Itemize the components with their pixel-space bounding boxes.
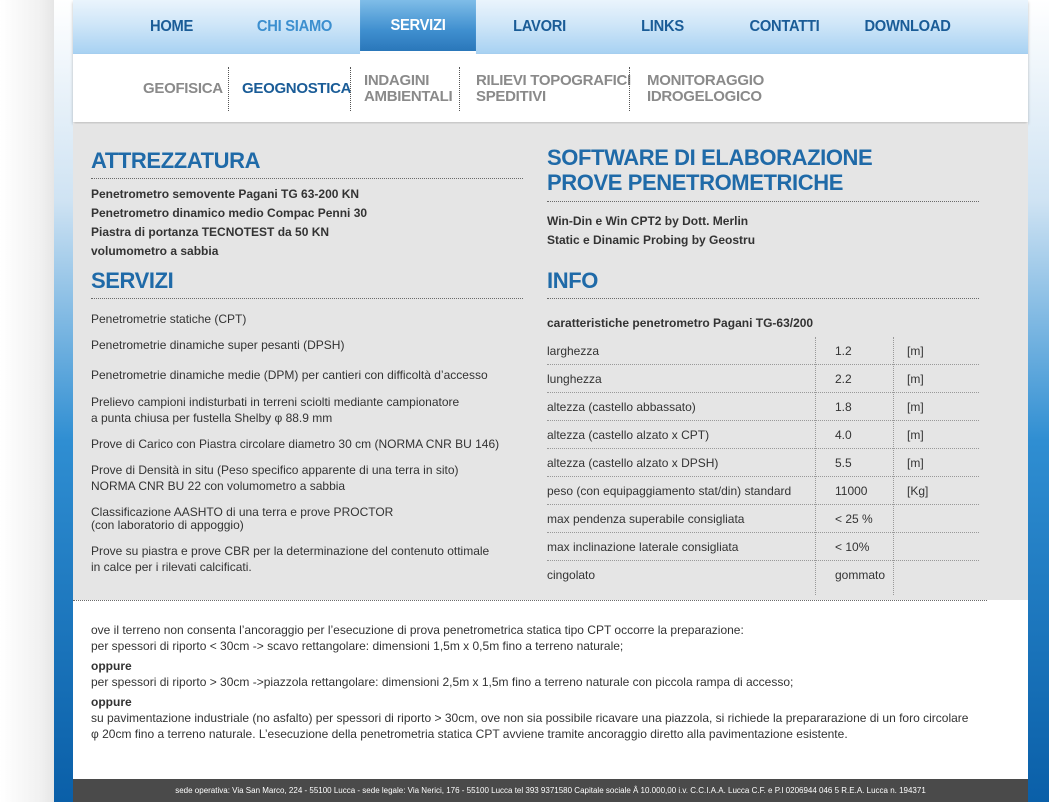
divider bbox=[91, 178, 523, 179]
note-oppure: oppure bbox=[91, 659, 132, 673]
sub-nav bbox=[73, 54, 1028, 122]
servizi-item: Prove di Densità in situ (Peso specifico apparente di una terra in sito) bbox=[91, 463, 459, 477]
nav-download[interactable]: DOWNLOAD bbox=[864, 18, 951, 35]
spec-label: peso (con equipaggiamento stat/din) standard bbox=[547, 484, 792, 498]
servizi-item: (con laboratorio di appoggio) bbox=[91, 518, 244, 532]
servizi-item: a punta chiusa per fustella Shelby φ 88.9 mm bbox=[91, 411, 333, 425]
spec-value: 5.5 bbox=[835, 456, 852, 470]
subnav-monitoraggio[interactable] bbox=[647, 68, 764, 110]
servizi-item: Penetrometrie dinamiche medie (DPM) per cantieri con difficoltà d’accesso bbox=[91, 368, 488, 382]
page-container bbox=[73, 0, 1028, 802]
spec-unit: [m] bbox=[907, 400, 924, 414]
software-item: Win-Din e Win CPT2 by Dott. Merlin bbox=[547, 214, 749, 228]
subnav-monitoraggio-line-1: MONITORAGGIO bbox=[647, 72, 764, 89]
spec-value: 11000 bbox=[835, 484, 868, 498]
divider bbox=[547, 298, 979, 299]
divider bbox=[73, 600, 987, 601]
left-side-panel bbox=[54, 0, 73, 802]
nav-home[interactable]: HOME bbox=[149, 18, 194, 35]
spec-value: 4.0 bbox=[835, 428, 852, 442]
table-row bbox=[547, 533, 979, 561]
servizi-item: in calce per i rilevati calcificati. bbox=[91, 560, 252, 574]
subnav-geofisica[interactable]: GEOFISICA bbox=[143, 80, 223, 97]
subnav-geognostica[interactable]: GEOGNOSTICA bbox=[242, 80, 352, 97]
spec-value: < 10% bbox=[835, 540, 870, 554]
table-row bbox=[547, 365, 979, 393]
nav-chi-siamo[interactable]: CHI SIAMO bbox=[256, 18, 333, 35]
servizi-item: Prove di Carico con Piastra circolare diametro 30 cm (NORMA CNR BU 146) bbox=[91, 437, 500, 451]
spec-unit: [m] bbox=[907, 372, 924, 386]
table-row bbox=[547, 337, 979, 365]
attrezzatura-item: volumometro a sabbia bbox=[91, 244, 219, 258]
note-line: per spessori di riporto > 30cm ->piazzola rettangolare: dimensioni 2,5m x 1,5m fino a terreno naturale con piccola rampa di accesso; bbox=[91, 675, 794, 689]
spec-label: altezza (castello abbassato) bbox=[547, 400, 696, 414]
subnav-indagini-line-2: AMBIENTALI bbox=[364, 88, 453, 105]
subnav-indagini-ambientali[interactable] bbox=[364, 68, 452, 110]
note-oppure: oppure bbox=[91, 695, 132, 709]
spec-value: 1.8 bbox=[835, 400, 852, 414]
software-title-line-2: PROVE PENETROMETRICHE bbox=[547, 170, 843, 195]
footer bbox=[73, 779, 1028, 802]
spec-label: cingolato bbox=[547, 568, 596, 582]
subnav-separator bbox=[350, 67, 351, 111]
nav-contatti[interactable]: CONTATTI bbox=[749, 18, 820, 35]
spec-value: 1.2 bbox=[835, 344, 852, 358]
spec-unit: [Kg] bbox=[907, 484, 929, 498]
spec-value: 2.2 bbox=[835, 372, 852, 386]
subnav-rilievi-line-2: SPEDITIVI bbox=[476, 88, 546, 105]
spec-label: max pendenza superabile consigliata bbox=[547, 512, 745, 526]
note-line: φ 20cm fino a terreno naturale. L’esecuzione della penetrometria statica CPT avviene tramite ancoraggio diretto alla pavimentazione esistente. bbox=[91, 727, 848, 741]
servizi-item: Prelievo campioni indisturbati in terreni sciolti mediante campionatore bbox=[91, 395, 460, 409]
spec-value: < 25 % bbox=[835, 512, 873, 526]
servizi-item: Prove su piastra e prove CBR per la determinazione del contenuto ottimale bbox=[91, 544, 490, 558]
spec-unit: [m] bbox=[907, 428, 924, 442]
table-row bbox=[547, 393, 979, 421]
attrezzatura-item: Penetrometro semovente Pagani TG 63-200 KN bbox=[91, 187, 360, 201]
info-title: INFO bbox=[547, 268, 598, 293]
subnav-rilievi-line-1: RILIEVI TOPOGRAFICI bbox=[476, 72, 631, 89]
note-line: per spessori di riporto < 30cm -> scavo rettangolare: dimensioni 1,5m x 0,5m fino a terreno naturale; bbox=[91, 639, 624, 653]
table-row bbox=[547, 421, 979, 449]
spec-unit: [m] bbox=[907, 344, 924, 358]
software-title-line-1: SOFTWARE DI ELABORAZIONE bbox=[547, 145, 873, 170]
attrezzatura-item: Penetrometro dinamico medio Compac Penni 30 bbox=[91, 206, 368, 220]
divider bbox=[547, 201, 979, 202]
info-subtitle: caratteristiche penetrometro Pagani TG-63/200 bbox=[547, 316, 814, 330]
subnav-monitoraggio-line-2: IDROGELOGICO bbox=[647, 88, 762, 105]
servizi-item: Penetrometrie dinamiche super pesanti (DPSH) bbox=[91, 338, 345, 352]
note-line: ove il terreno non consenta l’ancoraggio per l’esecuzione di prova penetrometrica statica tipo CPT occorre la preparazione: bbox=[91, 623, 744, 637]
nav-lavori[interactable]: LAVORI bbox=[513, 18, 566, 35]
subnav-indagini-line-1: INDAGINI bbox=[364, 72, 430, 89]
software-item: Static e Dinamic Probing by Geostru bbox=[547, 233, 756, 247]
main-nav bbox=[73, 0, 1028, 54]
table-row bbox=[547, 477, 979, 505]
table-row bbox=[547, 505, 979, 533]
software-title bbox=[547, 145, 872, 195]
nav-servizi[interactable]: SERVIZI bbox=[360, 0, 476, 54]
attrezzatura-title: ATTREZZATURA bbox=[91, 148, 261, 173]
servizi-item: NORMA CNR BU 22 con volumometro a sabbia bbox=[91, 479, 346, 493]
content-area bbox=[73, 124, 1028, 600]
subnav-separator bbox=[629, 67, 630, 111]
subnav-separator bbox=[459, 67, 460, 111]
servizi-item: Classificazione AASHTO di una terra e prove PROCTOR bbox=[91, 505, 394, 519]
spec-label: max inclinazione laterale consigliata bbox=[547, 540, 739, 554]
subnav-rilievi-topografici[interactable] bbox=[476, 68, 631, 110]
note-line: su pavimentazione industriale (no asfalto) per spessori di riporto > 30cm, ove non sia possibile ricavare una piazzola, si richiede la prepararazione di un foro circolare bbox=[91, 711, 969, 725]
attrezzatura-item: Piastra di portanza TECNOTEST da 50 KN bbox=[91, 225, 330, 239]
spec-value: gommato bbox=[835, 568, 886, 582]
right-side-panel bbox=[1028, 0, 1049, 802]
spec-label: altezza (castello alzato x CPT) bbox=[547, 428, 710, 442]
servizi-title: SERVIZI bbox=[91, 268, 174, 293]
spec-unit: [m] bbox=[907, 456, 924, 470]
footer-text: sede operativa: Via San Marco, 224 - 55100 Lucca - sede legale: Via Nerici, 176 - 55100 Lucca tel 393 9371580 Capitale sociale Â 10.000,00 i.v. C.C.I.A.A. Lucca C.F. e P.I 0206944 046 5 R.E.A. Lucca n. 194371 bbox=[175, 786, 926, 795]
servizi-item: Penetrometrie statiche (CPT) bbox=[91, 312, 247, 326]
spec-label: larghezza bbox=[547, 344, 600, 358]
table-row bbox=[547, 449, 979, 477]
table-row bbox=[547, 561, 979, 589]
spec-label: altezza (castello alzato x DPSH) bbox=[547, 456, 719, 470]
nav-links[interactable]: LINKS bbox=[641, 18, 684, 35]
spec-label: lunghezza bbox=[547, 372, 602, 386]
subnav-separator bbox=[228, 67, 229, 111]
divider bbox=[91, 298, 523, 299]
